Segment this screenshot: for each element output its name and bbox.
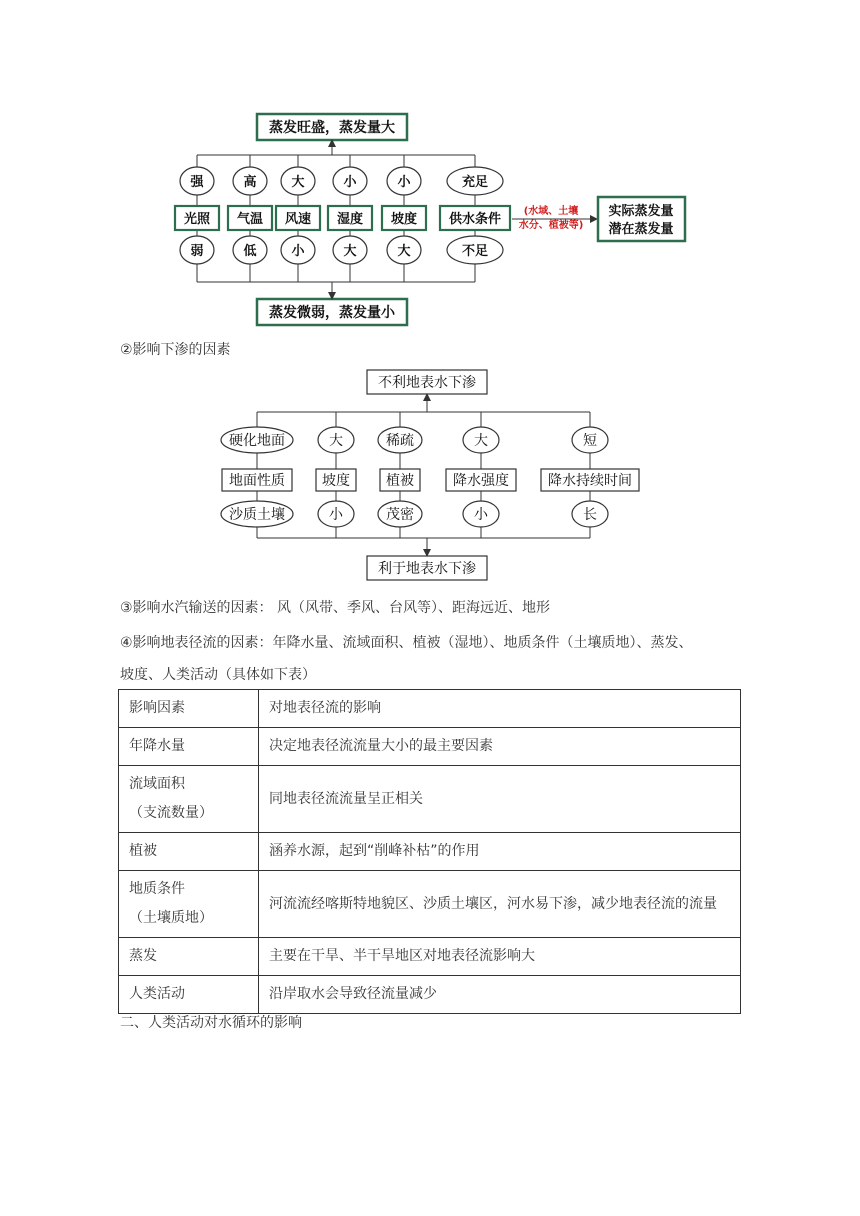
factor-label-text: 降水持续时间 [548, 473, 632, 489]
factor-label-text: 地面性质 [229, 473, 285, 489]
evap-result-line2: 潜在蒸发量 [608, 222, 674, 237]
table-cell-effect: 主要在干旱、半干旱地区对地表径流影响大 [259, 938, 741, 976]
infil-top-box-text: 不利地表水下渗 [378, 375, 476, 391]
heading-infiltration: ②影响下渗的因素 [120, 342, 231, 358]
high-value-text: 短 [583, 433, 597, 449]
high-value-text: 小 [343, 175, 357, 190]
factor-label-text: 降水强度 [453, 473, 509, 489]
factor-label-text: 气温 [236, 212, 264, 227]
high-value-text: 充足 [461, 175, 489, 190]
table-cell-effect: 同地表径流流量呈正相关 [259, 766, 741, 833]
evaporation-factors-diagram [0, 0, 860, 330]
factor-label-text: 植被 [386, 473, 414, 489]
high-value-text: 大 [329, 433, 343, 449]
factor-label-text: 供水条件 [448, 212, 502, 227]
runoff-factors-table [118, 689, 741, 1014]
high-value-text: 高 [243, 175, 257, 190]
table-row [119, 976, 741, 1014]
high-value-text: 硬化地面 [229, 433, 285, 449]
table-row [119, 728, 741, 766]
table-header-effect: 对地表径流的影响 [259, 690, 741, 728]
factor-label-text: 坡度 [390, 212, 418, 227]
evap-top-box-text: 蒸发旺盛，蒸发量大 [269, 120, 395, 136]
evap-result-line1: 实际蒸发量 [608, 204, 674, 219]
table-cell-effect: 决定地表径流流量大小的最主要因素 [259, 728, 741, 766]
low-value-text: 沙质土壤 [229, 507, 285, 523]
infiltration-factors-diagram [0, 360, 860, 590]
low-value-text: 弱 [190, 244, 204, 259]
table-cell-effect: 河流流经喀斯特地貌区、沙质土壤区，河水易下渗，减少地表径流的流量 [259, 871, 741, 938]
low-value-text: 长 [583, 507, 597, 523]
table-row [119, 871, 741, 938]
table-cell-factor: 植被 [119, 833, 259, 871]
low-value-text: 不足 [461, 244, 489, 259]
table-cell-effect: 涵养水源，起到“削峰补枯”的作用 [259, 833, 741, 871]
low-value-text: 大 [343, 244, 357, 259]
low-value-text: 小 [474, 507, 488, 523]
factor-label-text: 风速 [284, 212, 312, 227]
evap-bottom-box-text: 蒸发微弱，蒸发量小 [269, 305, 395, 321]
para-runoff-2: 坡度、人类活动（具体如下表） [120, 667, 316, 683]
factor-label-text: 坡度 [322, 473, 350, 489]
table-cell-factor: 流域面积 （支流数量） [119, 766, 259, 833]
low-value-text: 小 [329, 507, 343, 523]
section-title: 二、人类活动对水循环的影响 [120, 1015, 302, 1031]
high-value-text: 稀疏 [386, 433, 414, 449]
low-value-text: 大 [397, 244, 411, 259]
table-cell-effect: 沿岸取水会导致径流量减少 [259, 976, 741, 1014]
table-cell-factor: 地质条件 （土壤质地） [119, 871, 259, 938]
supply-note-line2: 水分、植被等) [518, 220, 584, 231]
table-cell-factor: 年降水量 [119, 728, 259, 766]
para-vapor: ③影响水汽输送的因素： 风（风带、季风、台风等）、距海远近、地形 [120, 600, 550, 616]
table-row [119, 766, 741, 833]
table-row [119, 833, 741, 871]
low-value-text: 低 [243, 244, 257, 259]
low-value-text: 茂密 [386, 507, 414, 523]
para-runoff-1: ④影响地表径流的因素：年降水量、流域面积、植被（湿地）、地质条件（土壤质地）、蒸发、 [120, 635, 693, 651]
high-value-text: 大 [474, 433, 488, 449]
table-cell-factor: 人类活动 [119, 976, 259, 1014]
infil-bottom-box-text: 利于地表水下渗 [378, 561, 476, 577]
table-cell-factor: 蒸发 [119, 938, 259, 976]
low-value-text: 小 [291, 244, 305, 259]
high-value-text: 小 [397, 175, 411, 190]
table-header-factor: 影响因素 [119, 690, 259, 728]
table-row [119, 938, 741, 976]
table-header-row [119, 690, 741, 728]
supply-note-line1: (水域、土壤 [523, 206, 579, 217]
factor-label-text: 湿度 [336, 212, 364, 227]
high-value-text: 强 [190, 175, 204, 190]
high-value-text: 大 [291, 175, 305, 190]
factor-label-text: 光照 [183, 212, 211, 227]
